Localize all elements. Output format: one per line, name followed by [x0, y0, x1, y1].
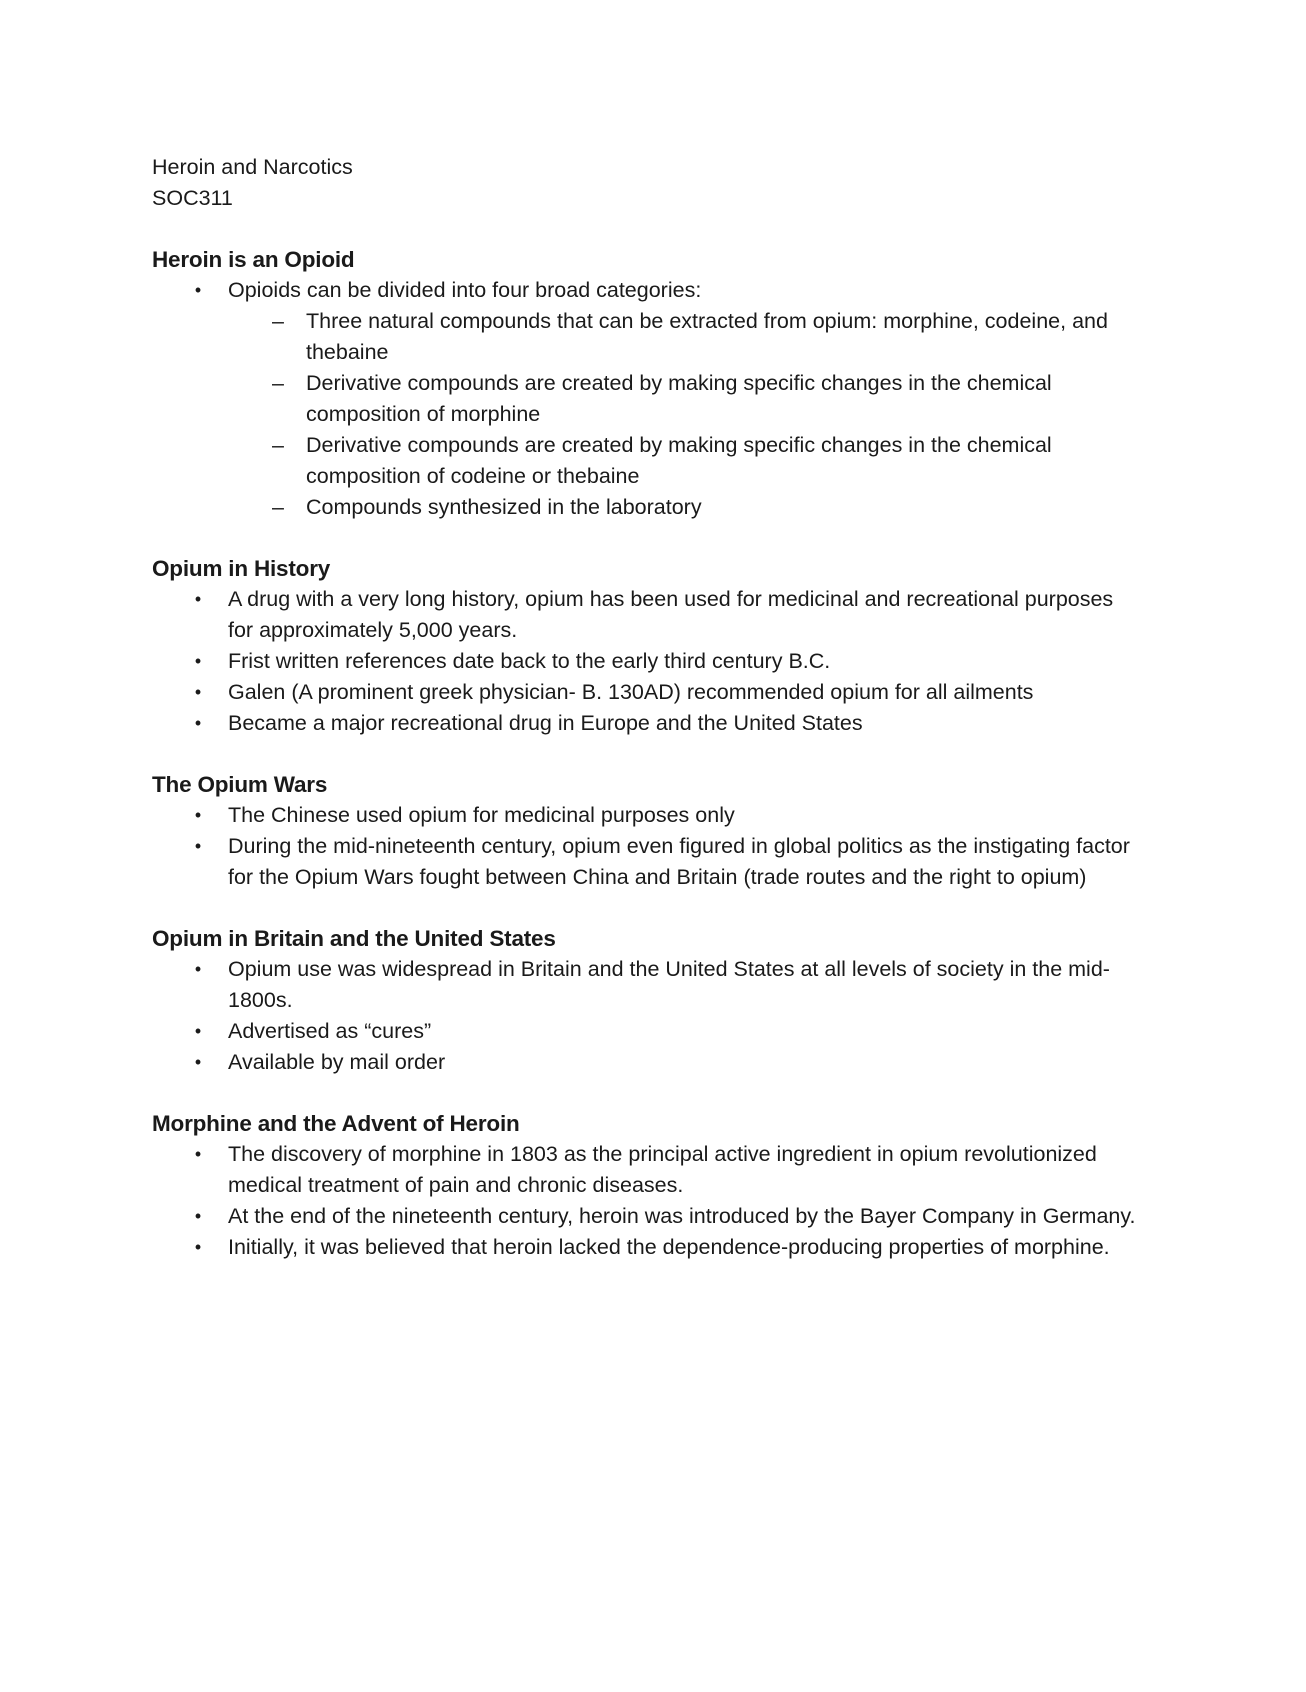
bullet-icon: •	[194, 836, 202, 856]
bullet-item	[152, 708, 1142, 739]
section-heading: Opium in Britain and the United States	[152, 926, 556, 951]
bullet-icon: •	[194, 959, 202, 979]
dash-icon: –	[272, 495, 284, 519]
bullet-icon: •	[194, 682, 202, 702]
bullet-item	[152, 646, 1142, 677]
bullet-icon: •	[194, 1052, 202, 1072]
course-code: SOC311	[152, 186, 233, 210]
bullet-list	[152, 275, 1142, 523]
sub-item-text: Compounds synthesized in the laboratory	[306, 495, 702, 519]
bullet-text: Advertised as “cures”	[228, 1019, 432, 1043]
document-title: Heroin and Narcotics	[152, 155, 353, 179]
sub-item	[152, 430, 1142, 492]
bullet-icon: •	[194, 1237, 202, 1257]
bullet-text: Galen (A prominent greek physician- B. 130AD) recommended opium for all ailments	[228, 680, 1034, 704]
document-body	[152, 152, 1142, 1263]
bullet-text: A drug with a very long history, opium has been used for medicinal and recreational purposes for approximately 5,000 years.	[228, 587, 1114, 642]
section	[152, 923, 1142, 1078]
bullet-text: Opioids can be divided into four broad categories:	[228, 278, 702, 302]
bullet-icon: •	[194, 1021, 202, 1041]
section-heading: The Opium Wars	[152, 772, 328, 797]
section	[152, 553, 1142, 739]
sub-item	[152, 368, 1142, 430]
bullet-list	[152, 954, 1142, 1078]
sub-item-text: Three natural compounds that can be extracted from opium: morphine, codeine, and thebaine	[306, 309, 1108, 364]
section	[152, 1108, 1142, 1263]
sections-container	[152, 244, 1142, 1263]
bullet-list	[152, 1139, 1142, 1263]
bullet-item	[152, 1047, 1142, 1078]
bullet-item	[152, 954, 1142, 1016]
bullet-item	[152, 1201, 1142, 1232]
bullet-icon: •	[194, 713, 202, 733]
bullet-text: Opium use was widespread in Britain and the United States at all levels of society in the mid-1800s.	[228, 957, 1110, 1012]
bullet-text: At the end of the nineteenth century, heroin was introduced by the Bayer Company in Germany.	[228, 1204, 1136, 1228]
sub-item-text: Derivative compounds are created by making specific changes in the chemical composition of codeine or thebaine	[306, 433, 1052, 488]
sub-item-text: Derivative compounds are created by making specific changes in the chemical composition of morphine	[306, 371, 1052, 426]
section-heading: Morphine and the Advent of Heroin	[152, 1111, 520, 1136]
sub-list	[152, 306, 1142, 523]
bullet-icon: •	[194, 589, 202, 609]
bullet-icon: •	[194, 280, 202, 300]
bullet-icon: •	[194, 805, 202, 825]
bullet-item	[152, 677, 1142, 708]
bullet-text: Available by mail order	[228, 1050, 446, 1074]
bullet-text: Frist written references date back to the early third century B.C.	[228, 649, 831, 673]
dash-icon: –	[272, 309, 284, 333]
bullet-text: During the mid-nineteenth century, opium even figured in global politics as the instigating factor for the Opium Wars fought between China and Britain (trade routes and the right to opium)	[228, 834, 1130, 889]
dash-icon: –	[272, 433, 284, 457]
sub-item	[152, 492, 1142, 523]
bullet-text: Initially, it was believed that heroin lacked the dependence-producing properties of morphine.	[228, 1235, 1110, 1259]
bullet-list	[152, 584, 1142, 739]
bullet-item	[152, 1232, 1142, 1263]
bullet-item	[152, 1139, 1142, 1201]
bullet-item	[152, 584, 1142, 646]
bullet-icon: •	[194, 1206, 202, 1226]
section	[152, 769, 1142, 893]
bullet-text: The Chinese used opium for medicinal purposes only	[228, 803, 735, 827]
sub-item	[152, 306, 1142, 368]
dash-icon: –	[272, 371, 284, 395]
bullet-item	[152, 800, 1142, 831]
bullet-list	[152, 800, 1142, 893]
bullet-icon: •	[194, 651, 202, 671]
section	[152, 244, 1142, 523]
section-heading: Opium in History	[152, 556, 331, 581]
bullet-icon: •	[194, 1144, 202, 1164]
bullet-text: The discovery of morphine in 1803 as the principal active ingredient in opium revolutionized medical treatment of pain and chronic diseases.	[228, 1142, 1097, 1197]
section-heading: Heroin is an Opioid	[152, 247, 355, 272]
bullet-item	[152, 831, 1142, 893]
bullet-item	[152, 275, 1142, 306]
bullet-text: Became a major recreational drug in Europe and the United States	[228, 711, 863, 735]
bullet-item	[152, 1016, 1142, 1047]
